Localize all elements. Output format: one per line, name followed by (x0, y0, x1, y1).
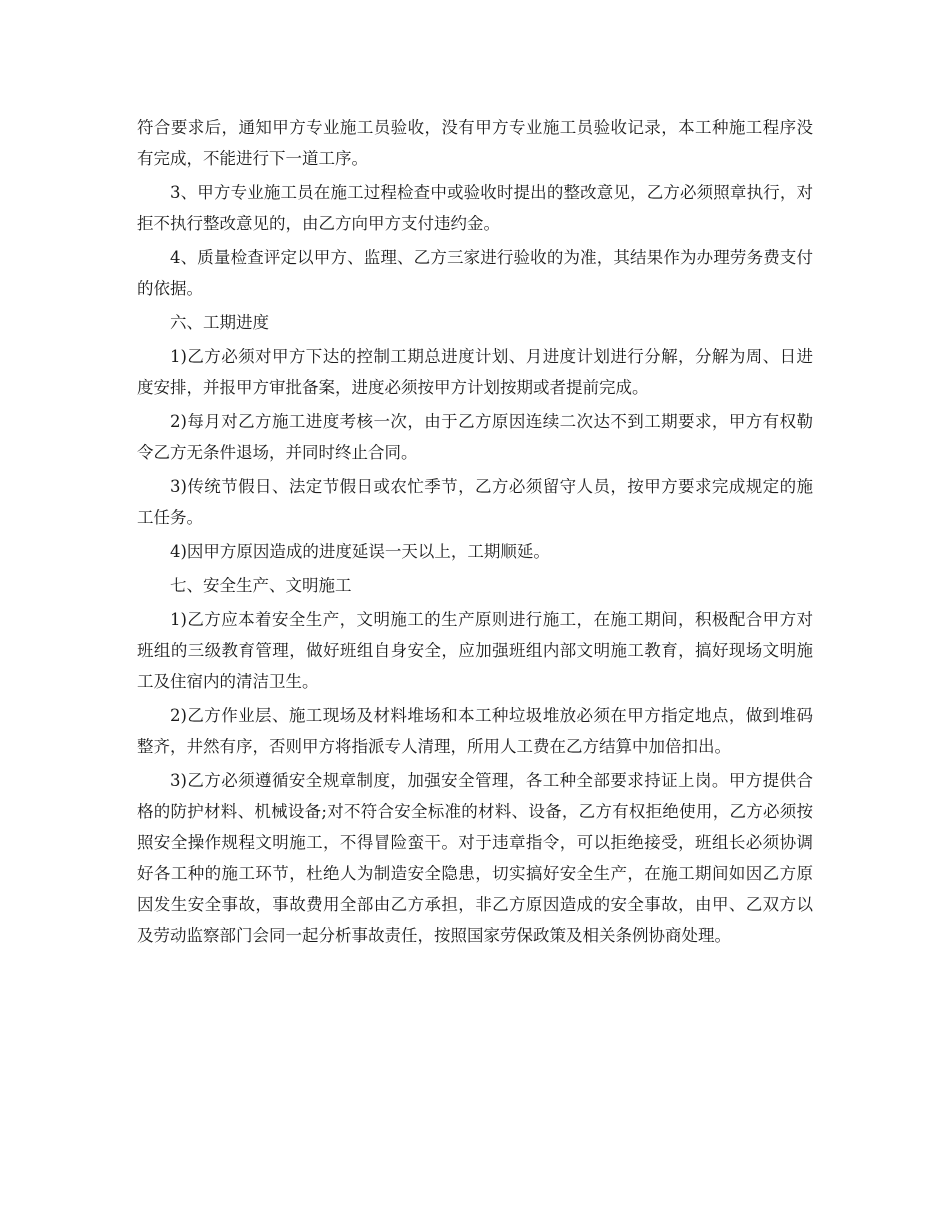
paragraph-schedule-1: 1)乙方必须对甲方下达的控制工期总进度计划、月进度计划进行分解，分解为周、日进度安排，并报甲方审批备案，进度必须按甲方计划按期或者提前完成。 (137, 347, 813, 397)
paragraph-clause-3: 3、甲方专业施工员在施工过程检查中或验收时提出的整改意见，乙方必须照章执行，对拒不执行整改意见的，由乙方向甲方支付违约金。 (137, 183, 813, 233)
section-heading-safety: 七、安全生产、文明施工 (170, 576, 352, 595)
document-body (137, 112, 813, 954)
section-heading-schedule: 六、工期进度 (170, 313, 269, 332)
paragraph-schedule-4: 4)因甲方原因造成的进度延误一天以上，工期顺延。 (170, 542, 550, 561)
paragraph-safety-1: 1)乙方应本着安全生产，文明施工的生产原则进行施工，在施工期间，积极配合甲方对班组的三级教育管理，做好班组自身安全，应加强班组内部文明施工教育，搞好现场文明施工及住宿内的清洁卫生。 (137, 610, 813, 691)
paragraph-schedule-3: 3)传统节假日、法定节假日或农忙季节，乙方必须留守人员，按甲方要求完成规定的施工任务。 (137, 477, 813, 527)
paragraph-safety-3: 3)乙方必须遵循安全规章制度，加强安全管理，各工种全部要求持证上岗。甲方提供合格的防护材料、机械设备;对不符合安全标准的材料、设备，乙方有权拒绝使用，乙方必须按照安全操作规程文明施工，不得冒险蛮干。对于违章指令，可以拒绝接受，班组长必须协调好各工种的施工环节，杜绝人为制造安全隐患，切实搞好安全生产，在施工期间如因乙方原因发生安全事故，事故费用全部由乙方承担，非乙方原因造成的安全事故，由甲、乙双方以及劳动监察部门会同一起分析事故责任，按照国家劳保政策及相关条例协商处理。 (137, 771, 813, 945)
paragraph-continuation: 符合要求后，通知甲方专业施工员验收，没有甲方专业施工员验收记录，本工种施工程序没有完成，不能进行下一道工序。 (137, 118, 813, 168)
paragraph-clause-4: 4、质量检查评定以甲方、监理、乙方三家进行验收的为准，其结果作为办理劳务费支付的依据。 (137, 248, 813, 298)
paragraph-schedule-2: 2)每月对乙方施工进度考核一次，由于乙方原因连续二次达不到工期要求，甲方有权勒令乙方无条件退场，并同时终止合同。 (137, 412, 813, 462)
paragraph-safety-2: 2)乙方作业层、施工现场及材料堆场和本工种垃圾堆放必须在甲方指定地点，做到堆码整齐，井然有序，否则甲方将指派专人清理，所用人工费在乙方结算中加倍扣出。 (137, 706, 813, 756)
